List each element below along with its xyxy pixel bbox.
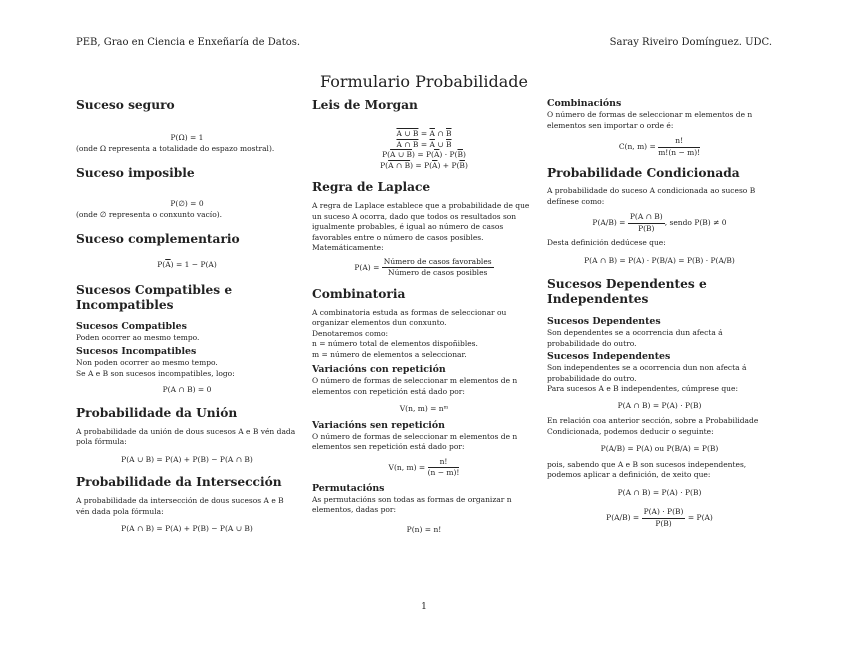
ind4-rhs: = P(A) xyxy=(687,513,713,522)
morgan-4-b1: $\overline{A}$ xyxy=(432,160,438,170)
text-var-sen: O número de formas de seleccionar m elementos de n elementos sen repetición está dado por: xyxy=(312,431,518,451)
header-left: PEB, Grao en Ciencia e Enxeñaría de Datos. xyxy=(76,37,301,48)
heading-interseccion: Probabilidade da Intersección xyxy=(76,475,282,489)
eq-suceso-imposible: P(∅) = 0 xyxy=(170,199,204,208)
laplace-den: Número de casos posibles xyxy=(388,268,488,277)
laplace-num: Número de casos favorables xyxy=(382,257,494,269)
eq-comp-post: ) = 1 − P(A) xyxy=(170,260,217,269)
eq-independentes-2: P(A/B) = P(A) ou P(B/A) = P(B) xyxy=(600,444,719,453)
cond-num: P(A ∩ B) xyxy=(628,212,665,224)
eq-laplace xyxy=(312,257,536,279)
text-interseccion: A probabilidade da intersección de dous sucesos A e B vén dada pola fórmula: xyxy=(76,496,284,516)
page-title: Formulario Probabilidade xyxy=(319,72,529,91)
eq-incompatibles: P(A ∩ B) = 0 xyxy=(162,385,212,394)
var-sen-den: (n − m)! xyxy=(427,468,460,477)
text-independentes-4: pois, sabendo que A e B son sucesos independentes, podemos aplicar a definición, de xeito que: xyxy=(547,459,747,479)
morgan-1-mid: = xyxy=(418,129,430,138)
text-permutacions: As permutacións son todas as formas de organizar n elementos, dadas por: xyxy=(312,494,512,514)
eq-independentes-3: P(A ∩ B) = P(A) · P(B) xyxy=(617,487,702,497)
var-sen-fraction xyxy=(428,457,460,479)
header-right: Saray Riveiro Domínguez. UDC. xyxy=(609,37,772,48)
laplace-fraction xyxy=(382,257,494,279)
text-condicionada-2: Desta definición dedúcese que: xyxy=(547,238,666,247)
heading-suceso-imposible: Suceso imposible xyxy=(76,166,195,180)
morgan-4-pre: P( xyxy=(380,160,389,170)
subheading-dependentes: Sucesos Dependentes xyxy=(547,316,661,327)
eq-suceso-complementario xyxy=(76,260,298,271)
morgan-3-bar: A ∪ B xyxy=(390,150,413,159)
heading-morgan: Leis de Morgan xyxy=(312,98,418,112)
text-independentes: Son independentes se a ocorrencia dun non afecta á probabilidade do outro. xyxy=(547,363,747,383)
text-dependentes: Son dependentes se a ocorrencia dun afecta á probabilidade do outro. xyxy=(547,328,723,348)
ind4-lhs: P(A/B) = xyxy=(606,513,640,522)
morgan-3-end: ) xyxy=(462,150,466,159)
heading-dependentes: Sucesos Dependentes e Independentes xyxy=(547,277,707,306)
eq-condicionada-2: P(A ∩ B) = P(A) · P(B/A) = P(B) · P(A/B) xyxy=(584,255,735,265)
text-combinacions: O número de formas de seleccionar m elementos de n elementos sen importar o orde é: xyxy=(547,110,753,130)
morgan-3-b1: $\overline{A}$ xyxy=(433,150,440,159)
eq-morgan-1 xyxy=(312,129,536,140)
ind4-num: P(A) · P(B) xyxy=(642,507,686,519)
cond-rhs: , sendo P(B) ≠ 0 xyxy=(664,218,727,227)
morgan-3-pre: P( xyxy=(382,150,391,159)
cond-fraction xyxy=(628,212,665,234)
heading-permutacions: Permutacións xyxy=(312,482,385,494)
morgan-3-op: ) · P( xyxy=(439,150,458,159)
ind4-fraction xyxy=(642,507,686,529)
eq-independentes-1: P(A ∩ B) = P(A) · P(B) xyxy=(617,400,702,410)
morgan-1-bar: A ∪ B xyxy=(396,129,419,138)
ind4-den: P(B) xyxy=(655,518,672,528)
morgan-2-r1: $\overline{A}$ xyxy=(429,139,435,149)
heading-var-sen: Variacións sen repetición xyxy=(312,419,445,431)
morgan-1-r1: $\overline{A}$ xyxy=(429,129,435,138)
morgan-4-op: ) + P( xyxy=(437,160,460,170)
heading-combinatoria: Combinatoria xyxy=(312,286,406,301)
eq-comp-bar: $\overline{A}$ xyxy=(165,260,171,269)
text-combinatoria-1: A combinatoria estuda as formas de seleccionar ou organizar elementos dun conxunto. xyxy=(312,307,507,327)
text-incompatibles-1: Non poden ocorrer ao mesmo tempo. xyxy=(76,358,218,367)
eq-combinacions xyxy=(547,136,772,158)
morgan-2-op: ∪ xyxy=(434,139,446,149)
morgan-4-b2: $\overline{B}$ xyxy=(459,160,465,170)
comb-lhs: C(n, m) = xyxy=(618,142,656,151)
morgan-2-mid: = xyxy=(418,139,430,149)
eq-independentes-4 xyxy=(547,507,772,529)
heading-condicionada: Probabilidade Condicionada xyxy=(547,166,740,180)
cond-lhs: P(A/B) = xyxy=(592,218,626,227)
comb-num: n! xyxy=(658,136,700,148)
heading-combinacions: Combinacións xyxy=(547,98,622,109)
eq-condicionada xyxy=(547,212,772,234)
subheading-incompatibles: Sucesos Incompatibles xyxy=(76,346,197,357)
heading-suceso-complementario: Suceso complementario xyxy=(76,232,240,246)
heading-var-rep: Variacións con repetición xyxy=(312,364,446,375)
var-sen-num: n! xyxy=(428,457,460,469)
note-suceso-imposible: (onde ∅ representa o conxunto vacío). xyxy=(76,209,223,219)
text-independentes-3: En relación coa anterior sección, sobre a Probabilidade Condicionada, podemos deducir o seguinte: xyxy=(547,416,759,436)
morgan-4-bar: A ∩ B xyxy=(388,160,411,170)
morgan-2-bar: A ∩ B xyxy=(396,139,419,149)
text-combinatoria-4: m = número de elementos a seleccionar. xyxy=(312,349,467,359)
text-independentes-2: Para sucesos A e B independentes, cúmprese que: xyxy=(547,384,738,393)
eq-var-rep: V(n, m) = nᵐ xyxy=(399,404,449,413)
column-1 xyxy=(76,98,298,535)
morgan-1-r2: $\overline{B}$ xyxy=(446,129,452,138)
text-combinatoria-3: n = número total de elementos dispoñibles. xyxy=(312,339,478,348)
text-incompatibles-2: Se A e B son sucesos incompatibles, logo: xyxy=(76,368,235,378)
eq-comp-pre: P( xyxy=(157,260,166,269)
laplace-lhs: P(A) = xyxy=(354,262,380,272)
morgan-4-mid: ) = P( xyxy=(410,160,433,170)
eq-permutacions: P(n) = n! xyxy=(406,524,442,534)
subheading-compatibles: Sucesos Compatibles xyxy=(76,320,187,332)
morgan-4-end: ) xyxy=(464,160,468,170)
heading-compatibles: Sucesos Compatibles e Incompatibles xyxy=(76,282,233,312)
comb-den: m!(n − m)! xyxy=(658,147,701,157)
comb-fraction xyxy=(658,136,700,158)
eq-morgan-3 xyxy=(312,150,536,161)
morgan-1-op: ∩ xyxy=(434,129,446,138)
text-combinatoria-2: Denotaremos como: xyxy=(312,328,389,338)
text-compatibles: Poden ocorrer ao mesmo tempo. xyxy=(76,332,200,342)
text-laplace: A regra de Laplace establece que a probabilidade de que un suceso A ocorra, dado que todos os resultados son igualmente probables, é igual ao número de casos favorables entre o número de casos posibles. Matemáticamente: xyxy=(312,201,530,252)
heading-laplace: Regra de Laplace xyxy=(312,180,431,194)
var-sen-lhs: V(n, m) = xyxy=(388,462,426,472)
morgan-3-mid: ) = P( xyxy=(412,150,434,159)
text-var-rep: O número de formas de seleccionar m elementos de n elementos con repetición está dado por: xyxy=(312,376,518,396)
column-2 xyxy=(312,98,536,535)
eq-morgan-4 xyxy=(312,161,536,172)
cond-den: P(B) xyxy=(638,223,655,233)
page-number: 1 xyxy=(421,602,427,612)
heading-union: Probabilidade da Unión xyxy=(76,405,238,420)
heading-suceso-seguro: Suceso seguro xyxy=(76,98,175,112)
morgan-3-b2: $\overline{B}$ xyxy=(457,150,463,159)
eq-var-sen xyxy=(312,457,536,479)
text-union: A probabilidade da unión de dous sucesos A e B vén dada pola fórmula: xyxy=(76,426,296,446)
eq-suceso-seguro: P(Ω) = 1 xyxy=(170,133,204,142)
text-condicionada: A probabilidade do suceso A condicionada ao suceso B defínese como: xyxy=(547,186,756,206)
column-3 xyxy=(547,98,772,529)
eq-interseccion: P(A ∩ B) = P(A) + P(B) − P(A ∪ B) xyxy=(121,524,253,533)
subheading-independentes: Sucesos Independentes xyxy=(547,351,671,362)
note-suceso-seguro: (onde Ω representa a totalidade do espazo mostral). xyxy=(76,143,275,153)
eq-union: P(A ∪ B) = P(A) + P(B) − P(A ∩ B) xyxy=(121,454,253,464)
morgan-2-r2: $\overline{B}$ xyxy=(446,139,452,149)
eq-morgan-2 xyxy=(312,140,536,151)
